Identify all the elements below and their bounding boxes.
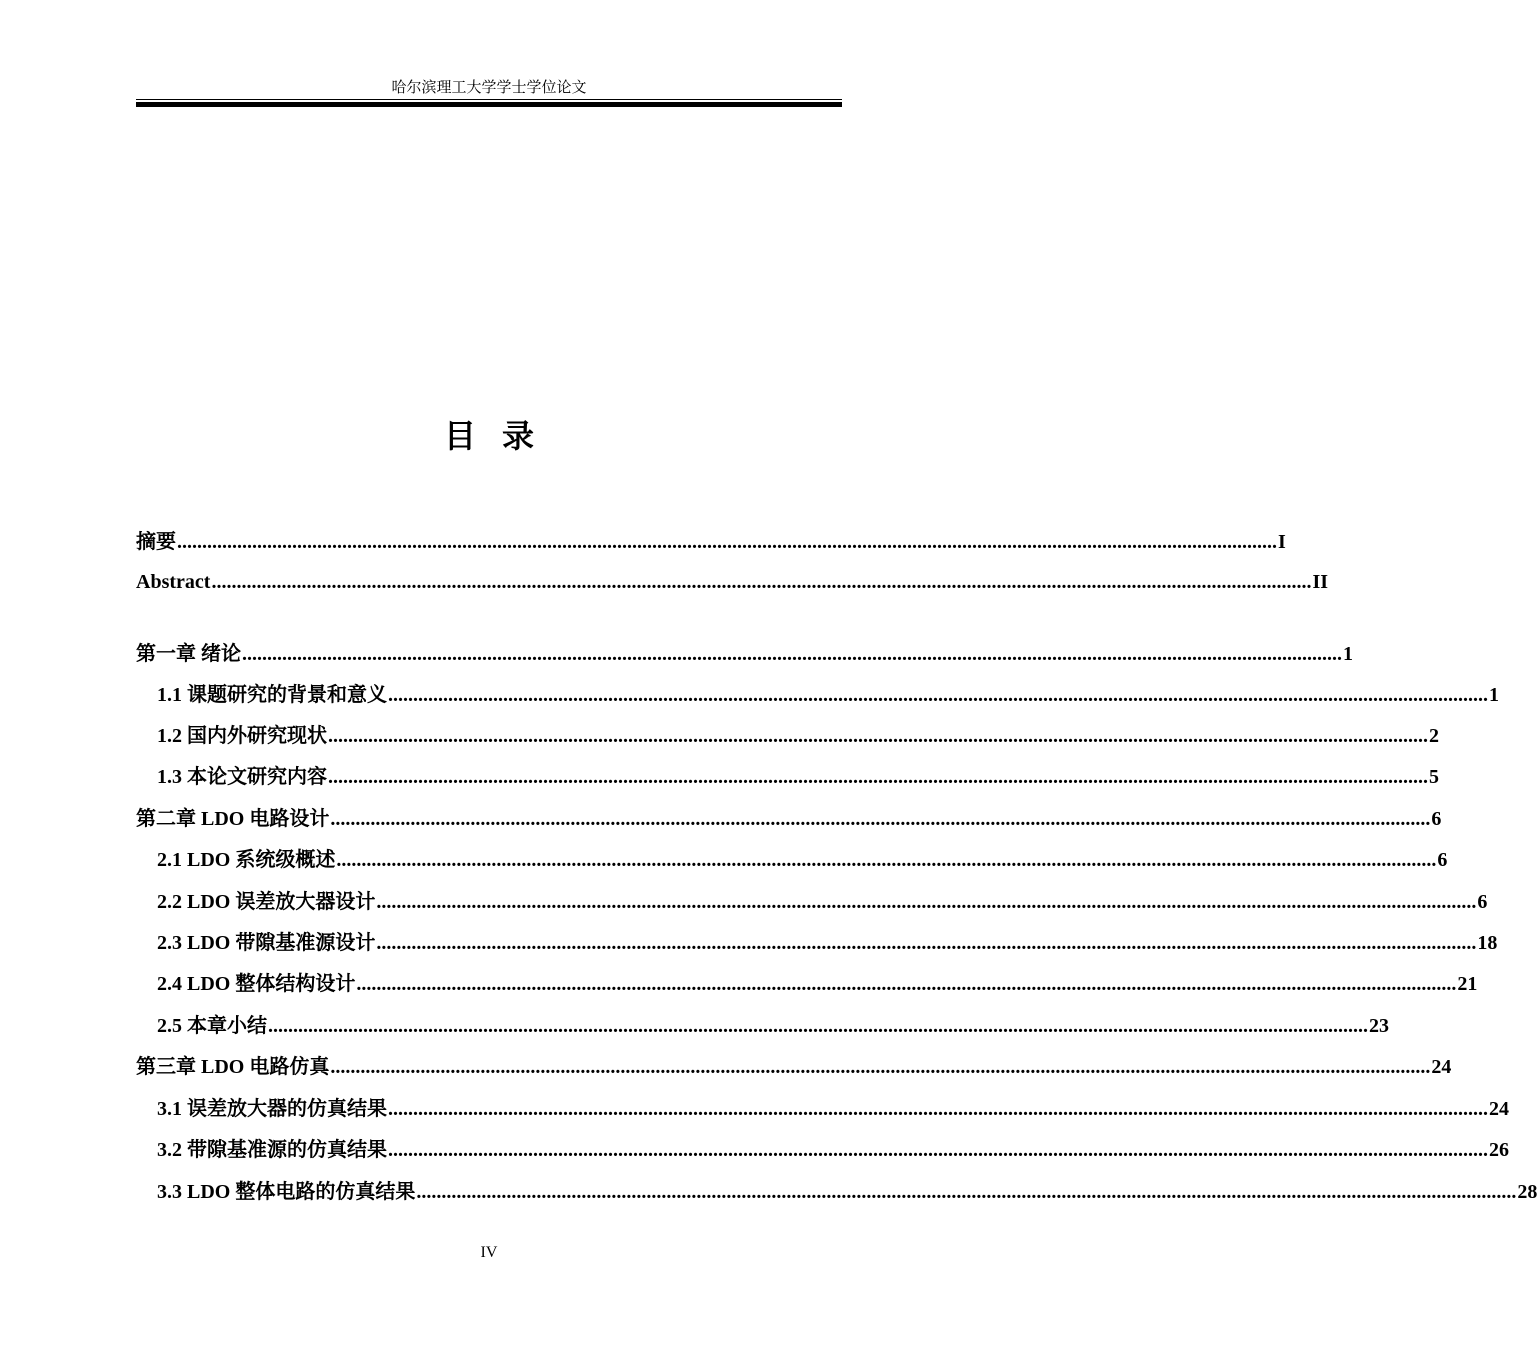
toc-leader-dots: ............................................................................................................................................................................................................................ xyxy=(268,1015,1368,1037)
toc-entry-label: 第三章 LDO 电路仿真 xyxy=(136,1056,330,1078)
toc-entry-abstract-en[interactable] xyxy=(136,568,1329,596)
toc-entry-page: 5 xyxy=(1429,766,1439,788)
toc-leader-dots: ............................................................................................................................................................................................................................ xyxy=(388,1098,1488,1120)
toc-entry-label: 2.1 LDO 系统级概述 xyxy=(157,849,336,871)
page-header: 哈尔滨理工大学学士学位论文 xyxy=(391,80,587,96)
toc-entry-page: 28 xyxy=(1517,1181,1537,1203)
toc-entry-section-2-1[interactable] xyxy=(157,846,1448,874)
toc-entry-section-2-2[interactable] xyxy=(157,888,1488,916)
toc-entry-section-2-5[interactable] xyxy=(157,1012,1389,1040)
toc-entry-page: 2 xyxy=(1429,725,1439,747)
toc-leader-dots: ............................................................................................................................................................................................................................ xyxy=(388,684,1488,706)
toc-entry-section-3-1[interactable] xyxy=(157,1095,1509,1123)
toc-entry-section-1-3[interactable] xyxy=(157,763,1439,791)
toc-entry-page: 21 xyxy=(1457,973,1478,995)
toc-entry-chapter-1[interactable] xyxy=(136,640,1353,668)
toc-entry-label: 摘要 xyxy=(136,531,176,553)
toc-entry-section-3-2[interactable] xyxy=(157,1136,1509,1164)
page-number: IV xyxy=(480,1244,498,1261)
toc-leader-dots: ............................................................................................................................................................................................................................ xyxy=(242,643,1342,665)
toc-entry-section-2-3[interactable] xyxy=(157,929,1498,957)
toc-leader-dots: ............................................................................................................................................................................................................................ xyxy=(416,1181,1517,1203)
toc-leader-dots: ............................................................................................................................................................................................................................ xyxy=(177,531,1277,553)
toc-entry-label: 2.2 LDO 误差放大器设计 xyxy=(157,891,376,913)
toc-entry-label: 3.1 误差放大器的仿真结果 xyxy=(157,1098,387,1120)
toc-entry-page: 1 xyxy=(1343,643,1353,665)
toc-entry-label: 3.3 LDO 整体电路的仿真结果 xyxy=(157,1181,416,1203)
toc-entry-label: 2.5 本章小结 xyxy=(157,1015,267,1037)
toc-entry-page: 18 xyxy=(1477,932,1498,954)
toc-entry-label: 1.3 本论文研究内容 xyxy=(157,766,327,788)
toc-leader-dots: ............................................................................................................................................................................................................................ xyxy=(336,849,1437,871)
toc-title-char-2: 录 xyxy=(502,418,535,454)
toc-leader-dots: ............................................................................................................................................................................................................................ xyxy=(330,1056,1431,1078)
toc-entry-page: 1 xyxy=(1489,684,1499,706)
toc-leader-dots: ............................................................................................................................................................................................................................ xyxy=(328,766,1428,788)
toc-entry-page: 6 xyxy=(1437,849,1448,871)
toc-entry-label: 3.2 带隙基准源的仿真结果 xyxy=(157,1139,387,1161)
toc-entry-page: 26 xyxy=(1489,1139,1509,1161)
toc-leader-dots: ............................................................................................................................................................................................................................ xyxy=(376,932,1477,954)
toc-entry-page: 6 xyxy=(1431,808,1442,830)
toc-entry-section-1-1[interactable] xyxy=(157,681,1499,709)
toc-entry-label: 1.2 国内外研究现状 xyxy=(157,725,327,747)
toc-leader-dots: ............................................................................................................................................................................................................................ xyxy=(330,808,1431,830)
header-rule-thin xyxy=(136,99,842,100)
toc-entry-section-1-2[interactable] xyxy=(157,722,1439,750)
toc-entry-chapter-3[interactable] xyxy=(136,1053,1452,1081)
toc-entry-page: 24 xyxy=(1489,1098,1509,1120)
toc-leader-dots: ............................................................................................................................................................................................................................ xyxy=(211,571,1312,593)
toc-title xyxy=(136,414,842,458)
toc-entry-page: 24 xyxy=(1431,1056,1452,1078)
toc-leader-dots: ............................................................................................................................................................................................................................ xyxy=(356,973,1457,995)
toc-entry-label: 第一章 绪论 xyxy=(136,643,241,665)
toc-entry-page: II xyxy=(1312,571,1329,593)
toc-entry-label: Abstract xyxy=(136,571,211,593)
toc-leader-dots: ............................................................................................................................................................................................................................ xyxy=(376,891,1477,913)
toc-leader-dots: ............................................................................................................................................................................................................................ xyxy=(328,725,1428,747)
toc-title-char-1: 目 xyxy=(443,418,476,454)
toc-entry-label: 第二章 LDO 电路设计 xyxy=(136,808,330,830)
toc-entry-page: I xyxy=(1278,531,1286,553)
toc-entry-label: 1.1 课题研究的背景和意义 xyxy=(157,684,387,706)
toc-entry-label: 2.3 LDO 带隙基准源设计 xyxy=(157,932,376,954)
toc-entry-chapter-2[interactable] xyxy=(136,805,1442,833)
toc-entry-label: 2.4 LDO 整体结构设计 xyxy=(157,973,356,995)
toc-leader-dots: ............................................................................................................................................................................................................................ xyxy=(388,1139,1488,1161)
toc-entry-page: 23 xyxy=(1369,1015,1389,1037)
toc-entry-abstract-cn[interactable] xyxy=(136,528,1286,556)
toc-entry-section-3-3[interactable] xyxy=(157,1178,1537,1206)
toc-entry-section-2-4[interactable] xyxy=(157,970,1478,998)
header-rule-thick xyxy=(136,102,842,107)
toc-entry-page: 6 xyxy=(1477,891,1488,913)
